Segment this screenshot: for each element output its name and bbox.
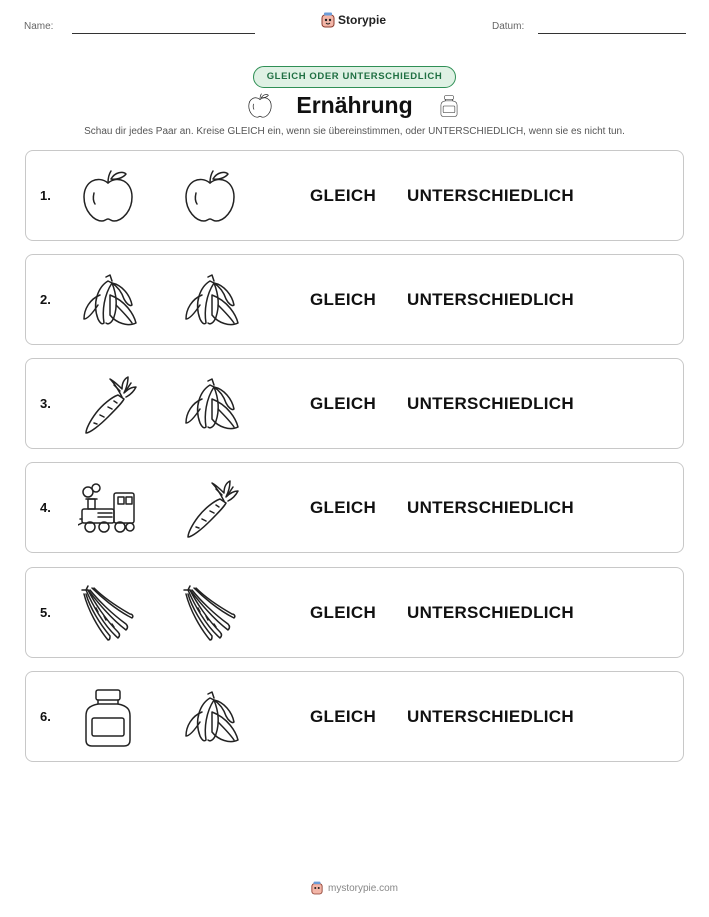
- option-same[interactable]: GLEICH: [310, 498, 377, 517]
- option-different[interactable]: UNTERSCHIEDLICH: [407, 603, 574, 622]
- carrot-icon: [78, 375, 138, 435]
- carrot-icon: [180, 479, 240, 539]
- option-same[interactable]: GLEICH: [310, 707, 377, 726]
- brand-name: Storypie: [338, 13, 387, 27]
- banana-icon: [180, 375, 240, 435]
- option-different[interactable]: UNTERSCHIEDLICH: [407, 498, 574, 517]
- worksheet-type-badge: GLEICH ODER UNTERSCHIEDLICH: [253, 66, 456, 88]
- footer-url[interactable]: mystorypie.com: [327, 882, 398, 894]
- apple-icon: [180, 167, 240, 227]
- storypie-logo-icon: [311, 881, 323, 895]
- banana-icon: [78, 271, 138, 331]
- banana-icon: [180, 688, 240, 748]
- storypie-logo-icon: [321, 12, 335, 28]
- name-label: Name:: [24, 21, 54, 32]
- name-field[interactable]: [72, 33, 255, 34]
- option-same[interactable]: GLEICH: [310, 603, 377, 622]
- option-same[interactable]: GLEICH: [310, 394, 377, 413]
- row-number: 3.: [40, 396, 51, 411]
- green-beans-icon: [78, 584, 138, 644]
- option-different[interactable]: UNTERSCHIEDLICH: [407, 186, 574, 205]
- pair-row-4: [25, 462, 684, 553]
- pair-row-3: [25, 358, 684, 449]
- page-title: Ernährung: [296, 92, 413, 118]
- pair-row-2: [25, 254, 684, 345]
- banana-icon: [180, 271, 240, 331]
- option-same[interactable]: GLEICH: [310, 290, 377, 309]
- row-number: 6.: [40, 709, 51, 724]
- jar-icon: [78, 688, 138, 748]
- jar-icon: [438, 91, 460, 121]
- date-label: Datum:: [492, 21, 525, 32]
- pair-row-1: [25, 150, 684, 241]
- apple-icon: [78, 167, 138, 227]
- option-different[interactable]: UNTERSCHIEDLICH: [407, 707, 574, 726]
- row-number: 2.: [40, 292, 51, 307]
- option-same[interactable]: GLEICH: [310, 186, 377, 205]
- green-beans-icon: [180, 584, 240, 644]
- train-icon: [78, 479, 138, 539]
- pair-row-5: [25, 567, 684, 658]
- date-field[interactable]: [538, 33, 686, 34]
- instructions: Schau dir jedes Paar an. Kreise GLEICH ein, wenn sie übereinstimmen, oder UNTERSCHIEDLICH, wenn sie es nicht tun.: [84, 126, 625, 137]
- footer: [0, 881, 709, 895]
- row-number: 1.: [40, 188, 51, 203]
- brand-logo: [321, 12, 386, 28]
- option-different[interactable]: UNTERSCHIEDLICH: [407, 394, 574, 413]
- option-different[interactable]: UNTERSCHIEDLICH: [407, 290, 574, 309]
- pair-row-6: [25, 671, 684, 762]
- row-number: 5.: [40, 605, 51, 620]
- row-number: 4.: [40, 500, 51, 515]
